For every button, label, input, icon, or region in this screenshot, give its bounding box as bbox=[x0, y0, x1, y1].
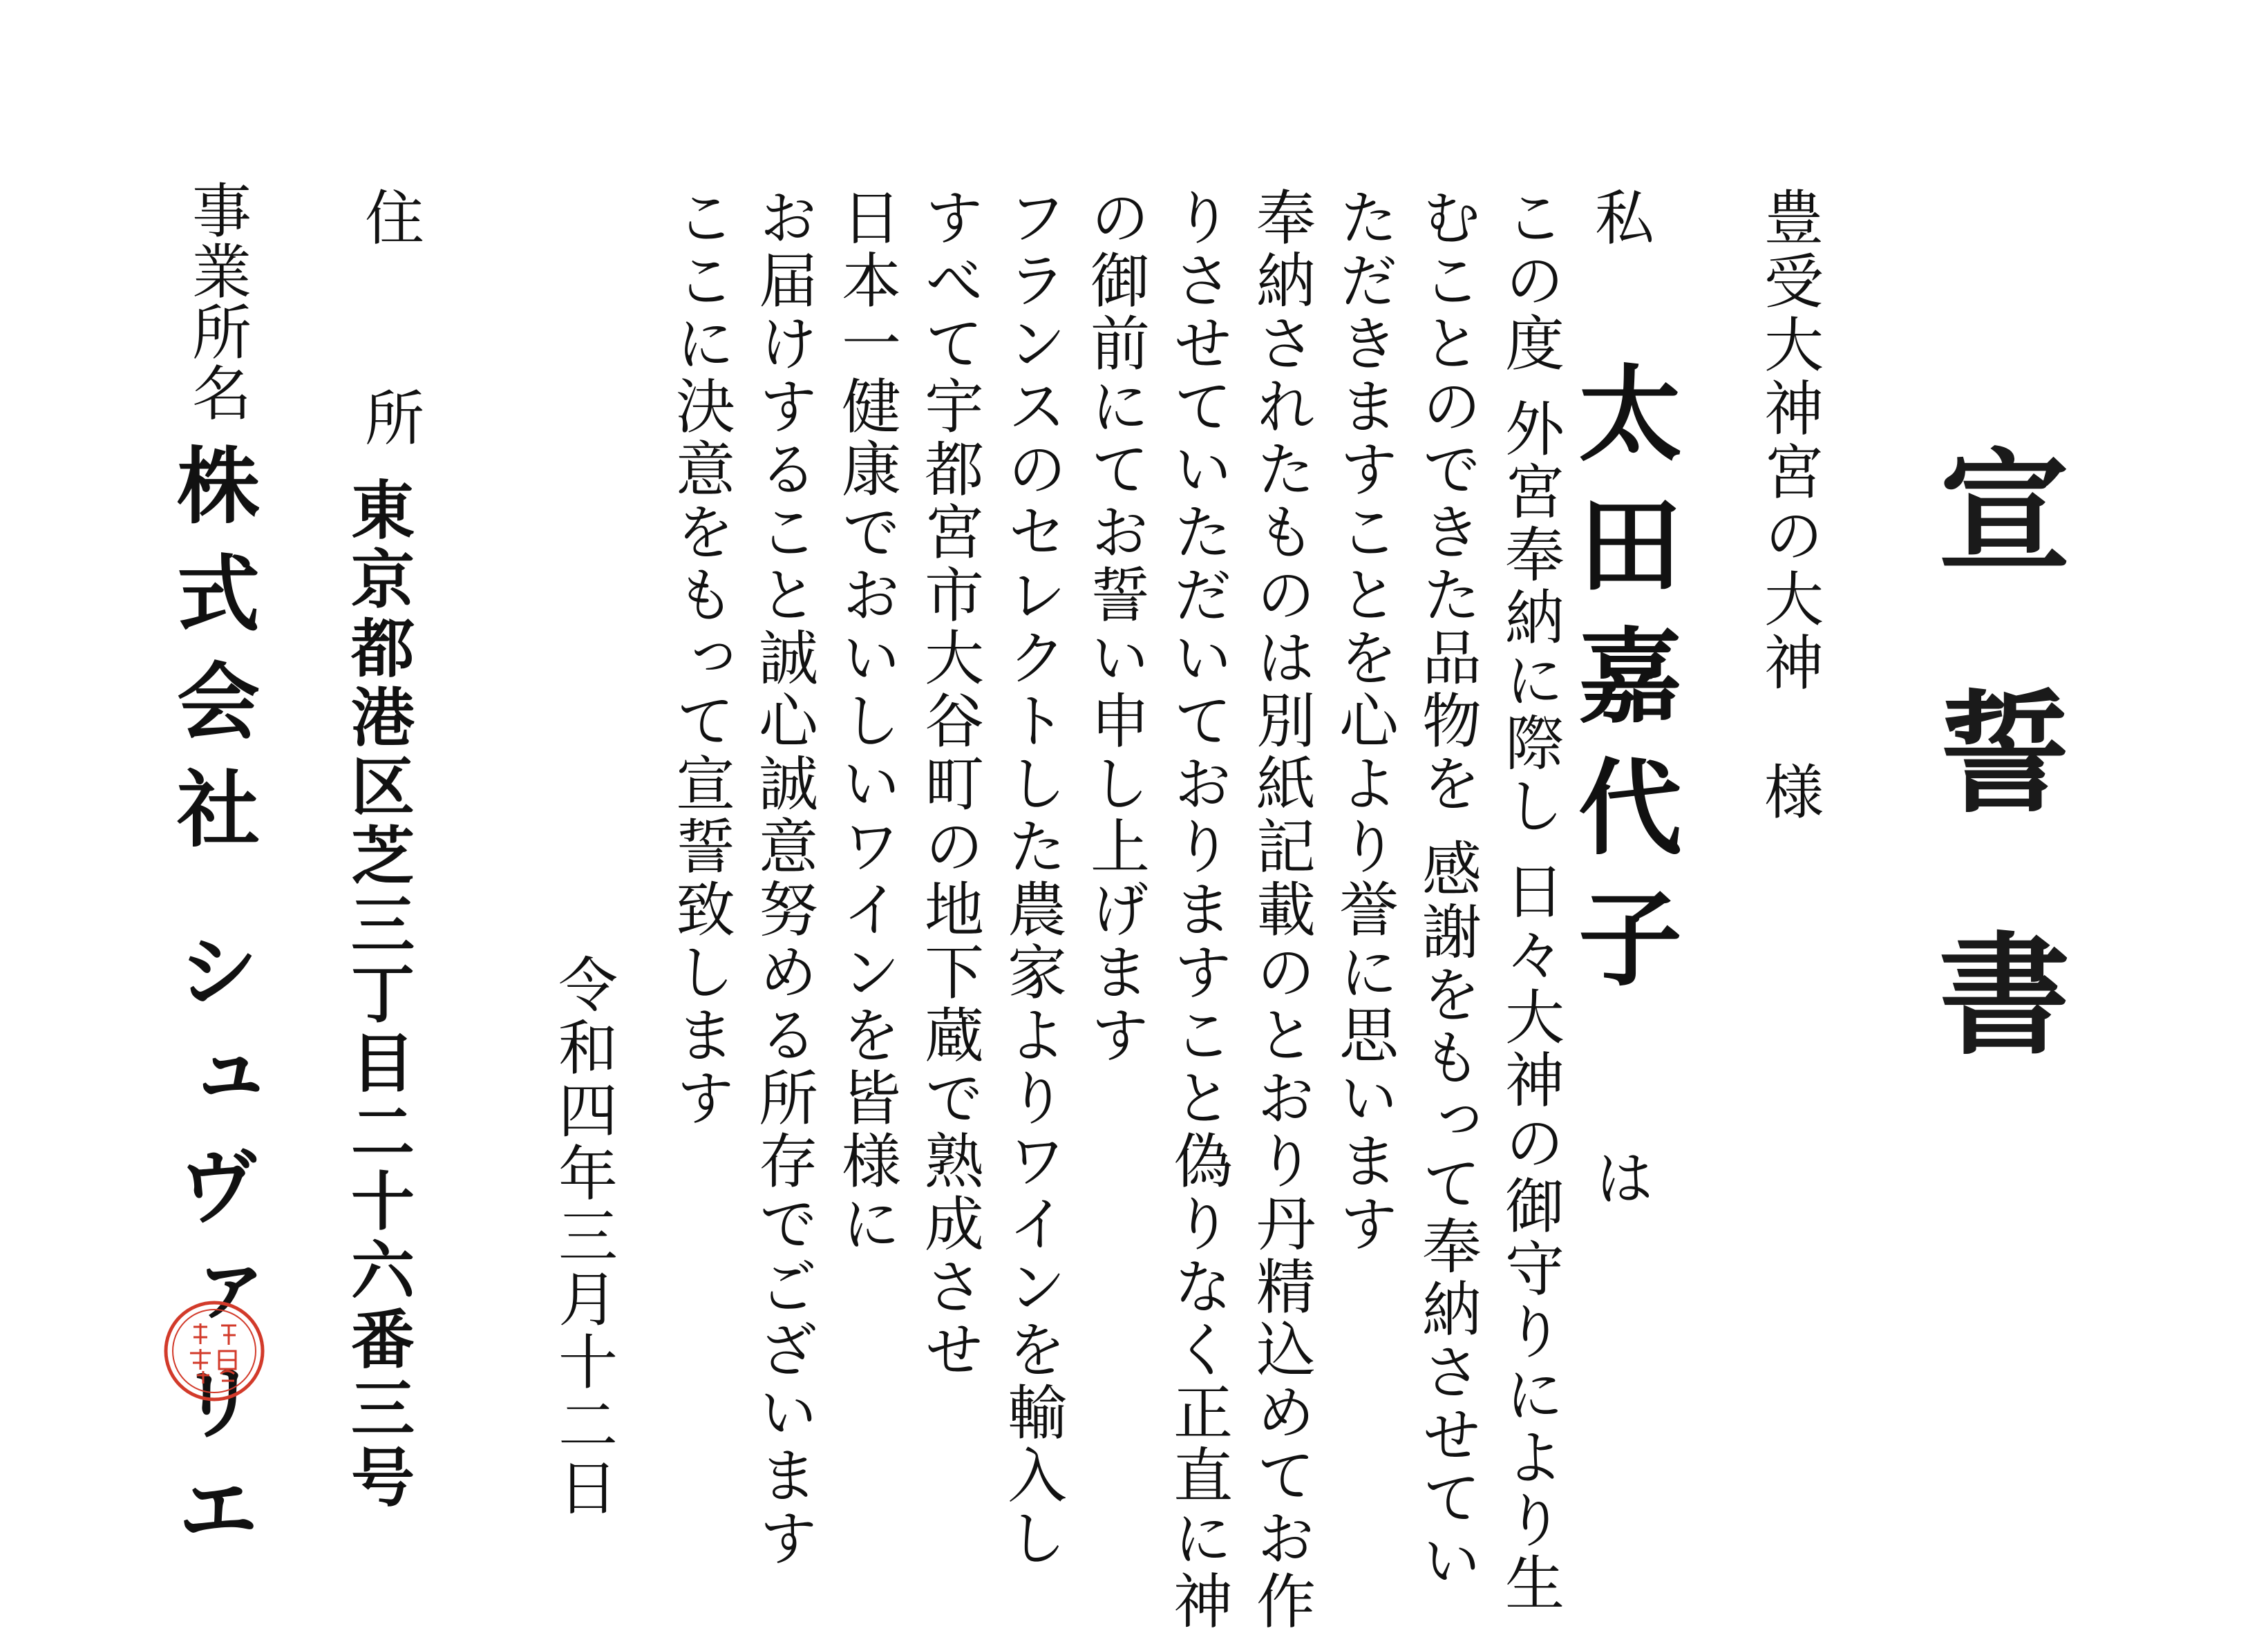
company-seal-stamp bbox=[162, 1299, 266, 1403]
address-label-second: 所 bbox=[355, 387, 424, 446]
pledger-particle: は bbox=[1585, 1147, 1654, 1207]
body-line: 奉納されたものは別紙記載のとおり丹精込めてお作 bbox=[1246, 187, 1315, 1633]
address-label-first: 住 bbox=[355, 187, 424, 246]
body-line: この度 外宮奉納に際し 日々大神の御守りにより生 bbox=[1495, 187, 1564, 1615]
body-line: 日本一健康でおいしいワインを皆様に bbox=[831, 187, 900, 1256]
body-line: の御前にてお誓い申し上げます bbox=[1080, 187, 1149, 1067]
addressee-honorific: 様 bbox=[1754, 761, 1823, 824]
addressee-name: 豊受大神宮の大神 bbox=[1754, 187, 1823, 695]
body-line: フランスのセレクトした農家よりワインを輸入し bbox=[997, 187, 1066, 1570]
body-line: ここに決意をもって宣誓致します bbox=[665, 187, 735, 1130]
document-title: 宣誓書 bbox=[1917, 442, 2071, 1168]
pledger-prefix: 私 bbox=[1585, 187, 1654, 246]
body-line: りさせていただいておりますこと偽りなく正直に神 bbox=[1163, 187, 1232, 1633]
addressee bbox=[1754, 187, 1823, 824]
body-line: お届けすること誠心誠意努める所存でございます bbox=[748, 187, 818, 1570]
pledger-name: 太田嘉代子 bbox=[1560, 359, 1681, 1016]
body-line: ただきますことを心より誉に思います bbox=[1329, 187, 1398, 1256]
address-value: 東京都港区芝三丁目二十六番三号 bbox=[341, 477, 415, 1513]
document-date: 令和四年三月十二日 bbox=[548, 954, 617, 1520]
body-line: すべて宇都宮市大谷町の地下蔵で熟成させ bbox=[914, 187, 983, 1381]
company-name: 株式会社 シュヴァリエ bbox=[163, 442, 259, 1574]
body-line: むことのできた品物を 感謝をもって奉納させてい bbox=[1412, 187, 1481, 1593]
business-name-label: 事業所名 bbox=[182, 180, 251, 423]
